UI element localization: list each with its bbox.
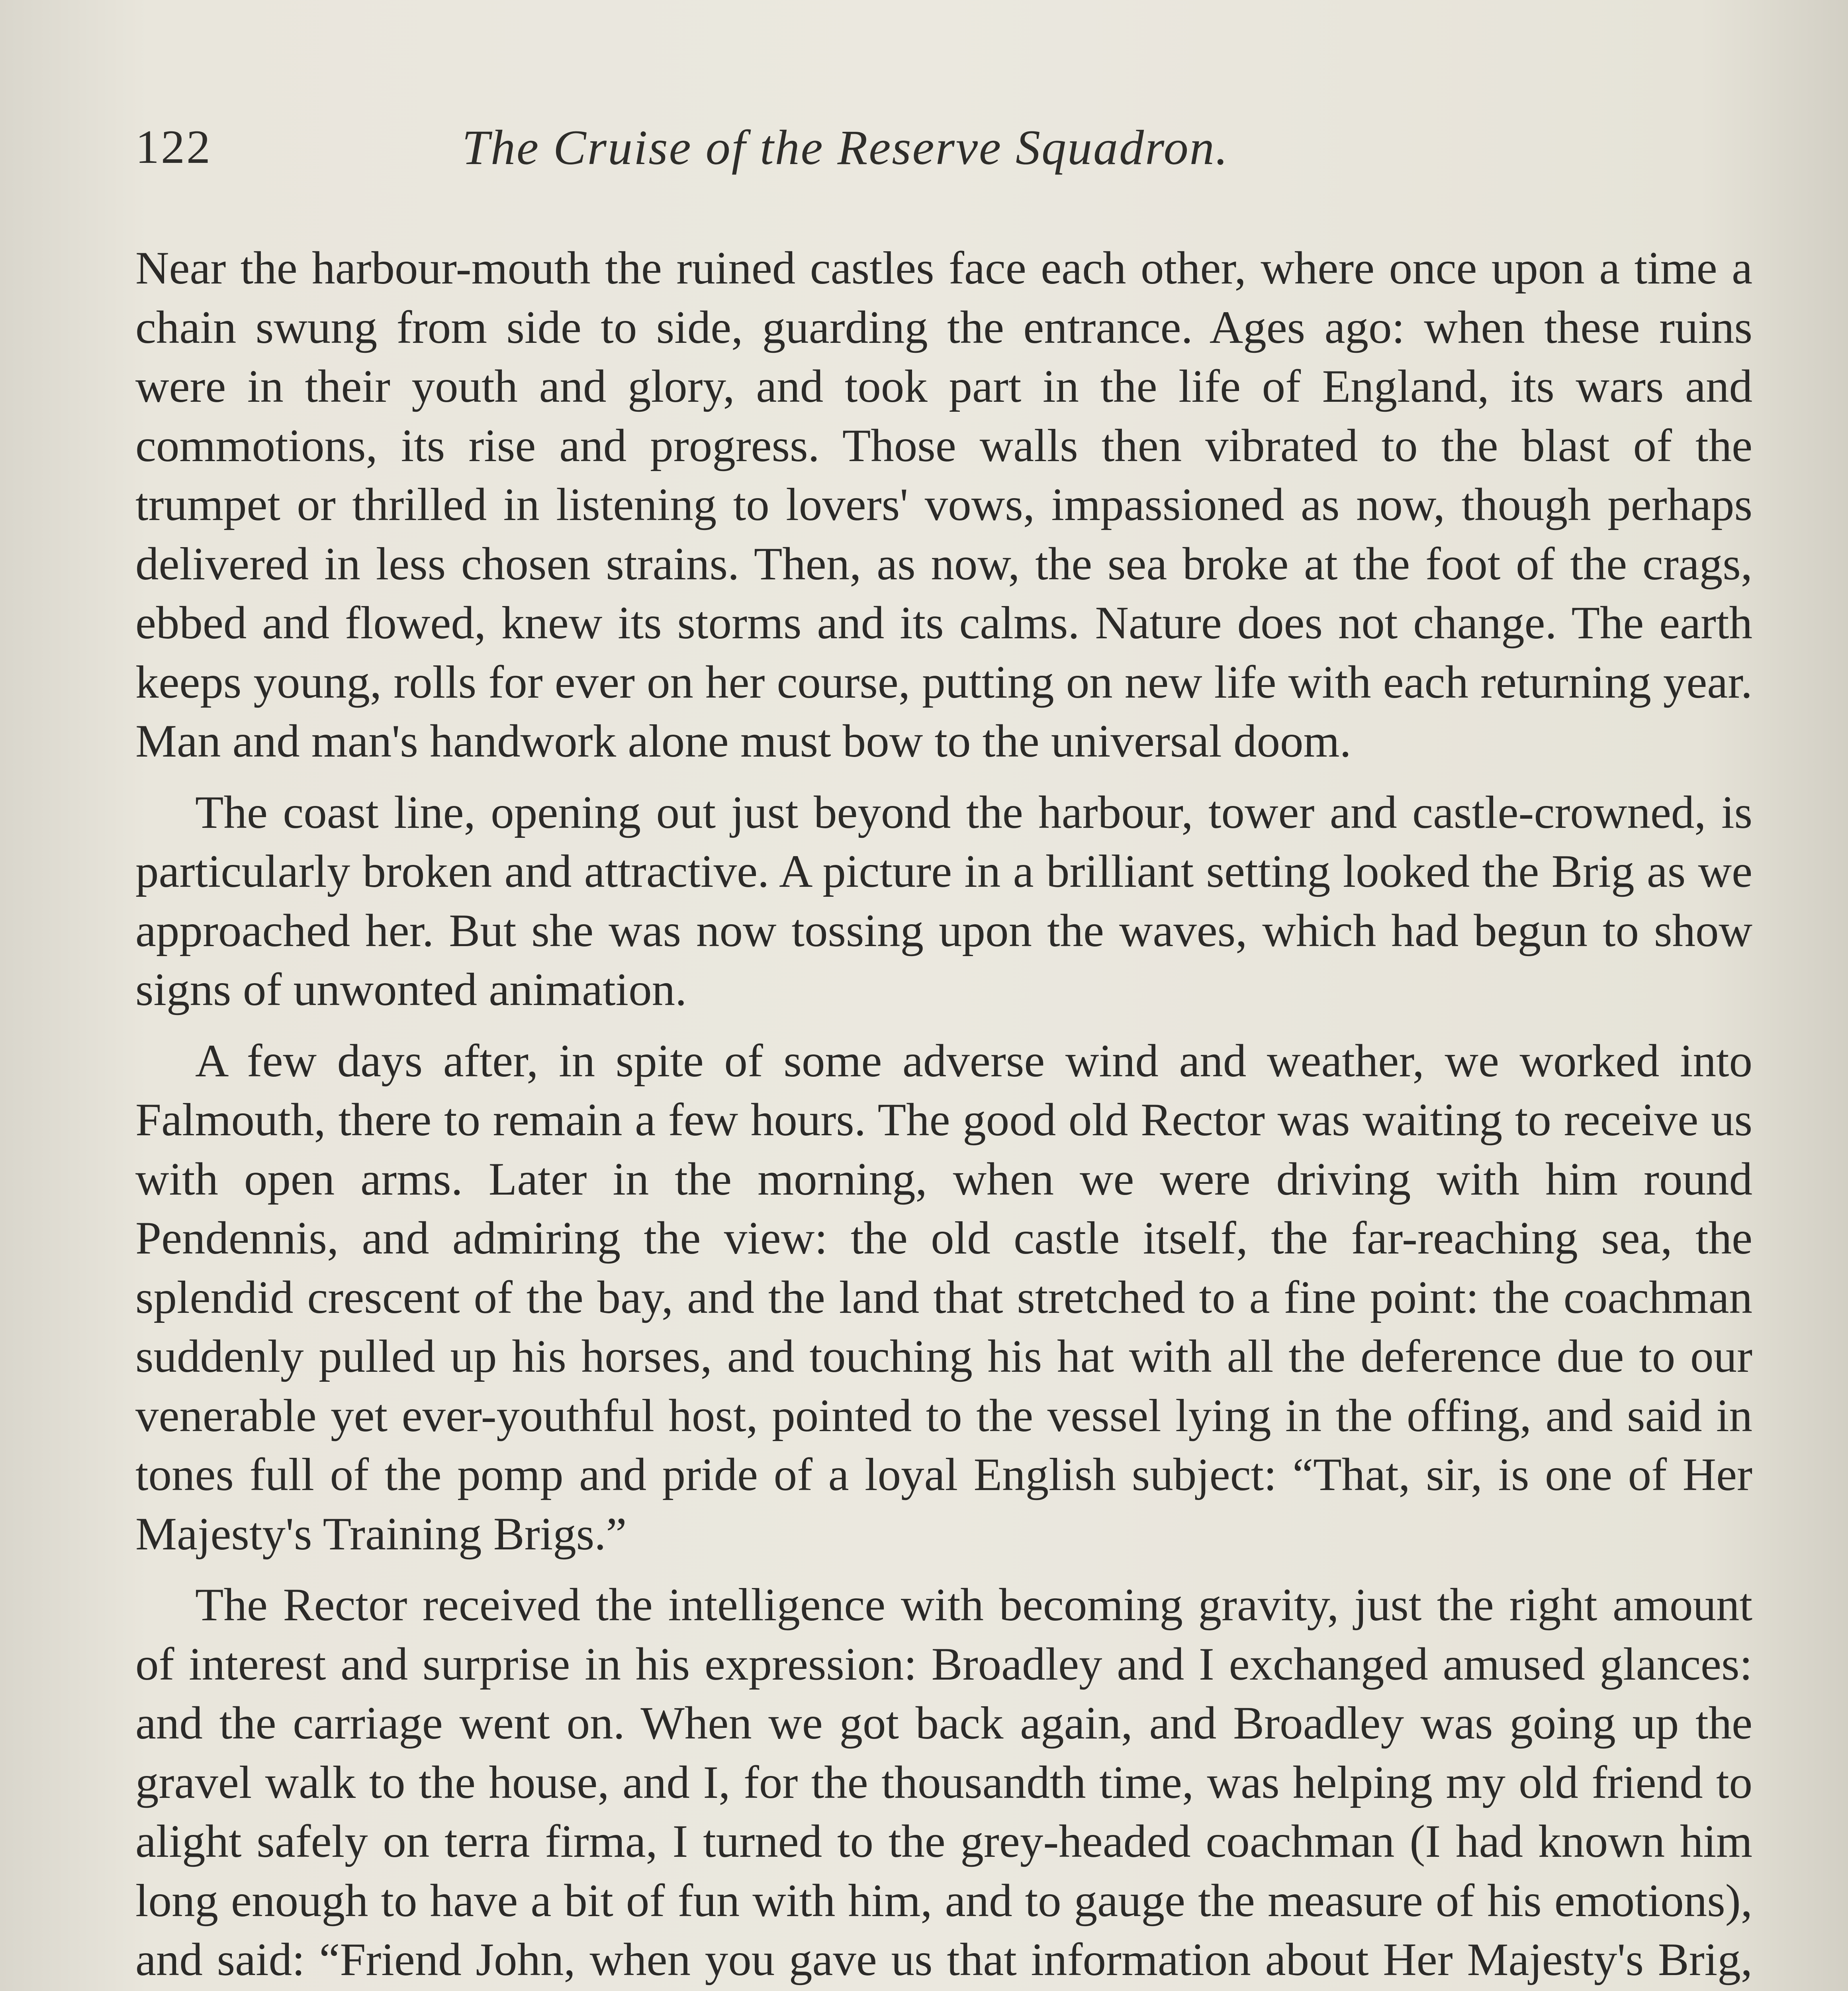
- paragraph-coast-line: The coast line, opening out just beyond the harbour, tower and castle-crowned, is particularly broken and attractive. A picture in a brilliant setting looked the Brig as we approached her. But she was now tossing upon the waves, which had begun to show signs of unwonted animation.: [135, 786, 1752, 1015]
- paragraph-rector: The Rector received the intelligence with becoming gravity, just the right amount of interest and surprise in his expression: Broadley and I exchanged amused glances: and the carriage went on. When we got back again, and Broadley was going up the gravel walk to the house, and I, for the thousandth time, was helping my old friend to alight safely on terra firma, I turned to the grey-headed coachman (I had known him long enough to have a bit of fun with him, and to gauge the measure of his emotions), and said: “Friend John, when you gave us that information about Her Majesty's Brig,: [135, 1579, 1752, 1985]
- page-number: 122: [135, 120, 212, 173]
- paragraph-harbour: Near the harbour-mouth the ruined castles face each other, where once upon a time a chain swung from side to side, guarding the entrance. Ages ago: when these ruins were in their youth and glory, and took part in the life of England, its wars and commotions, its rise and progress. Those walls then vibrated to the blast of the trumpet or thrilled in listening to lovers' vows, impassioned as now, though perhaps delivered in less chosen strains. Then, as now, the sea broke at the foot of the crags, ebbed and flowed, knew its storms and its calms. Nature does not change. The earth keeps young, rolls for ever on her course, putting on new life with each returning year. Man and man's handwork alone must bow to the universal doom.: [135, 243, 1752, 767]
- running-title: The Cruise of the Reserve Squadron.: [462, 120, 1229, 175]
- body-text: [135, 239, 1752, 1991]
- paragraph-falmouth: A few days after, in spite of some adverse wind and weather, we worked into Falmouth, there to remain a few hours. The good old Rector was waiting to receive us with open arms. Later in the morning, when we were driving with him round Pendennis, and admiring the view: the old castle itself, the far-reaching sea, the splendid crescent of the bay, and the land that stretched to a fine point: the coachman suddenly pulled up his horses, and touching his hat with all the deference due to our venerable yet ever-youthful host, pointed to the vessel lying in the offing, and said in tones full of the pomp and pride of a loyal English subject: “That, sir, is one of Her Majesty's Training Brigs.”: [135, 1035, 1752, 1560]
- page-header: [135, 119, 1760, 191]
